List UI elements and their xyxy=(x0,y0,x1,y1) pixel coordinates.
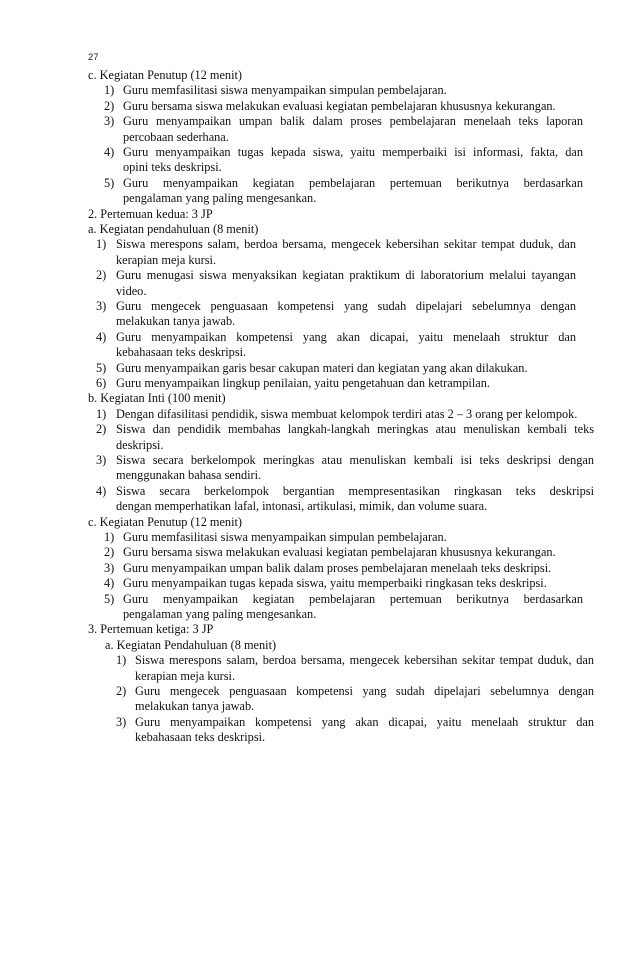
list-item-text: Guru menyampaikan kompetensi yang akan dicapai, yaitu menelaah struktur dan xyxy=(116,329,576,344)
list-item-text: Siswa merespons salam, berdoa bersama, mengecek kebersihan sekitar tempat duduk, dan xyxy=(135,653,594,668)
list-item-text: pengalaman yang paling mengesankan. xyxy=(123,607,317,621)
list-item-number: 4) xyxy=(96,329,107,344)
list-item-number: 5) xyxy=(104,175,115,190)
list-item-text: Guru menyampaikan umpan balik dalam proses pembelajaran menelaah teks deskripsi. xyxy=(123,560,552,575)
list-item-number: 3) xyxy=(116,714,127,729)
section-heading: a. Kegiatan pendahuluan (8 menit) xyxy=(88,222,259,236)
list-item-text: opini teks deskripsi. xyxy=(123,160,222,175)
list-item-number: 3) xyxy=(96,453,107,467)
list-item-text: Guru menyampaikan kompetensi yang akan dicapai, yaitu menelaah struktur dan xyxy=(135,714,594,729)
section-heading: a. Kegiatan Pendahuluan (8 menit) xyxy=(105,637,277,652)
list-item-number: 3) xyxy=(96,299,107,313)
meeting-heading: 3. Pertemuan ketiga: 3 JP xyxy=(88,622,214,637)
list-item-number: 2) xyxy=(104,545,115,560)
list-item-text: Guru memfasilitasi siswa menyampaikan simpulan pembelajaran. xyxy=(123,530,447,544)
list-item-number: 4) xyxy=(96,483,107,498)
list-item-text: kebahasaan teks deskripsi. xyxy=(116,345,247,360)
list-item-text: Guru menyampaikan kegiatan pembelajaran pertemuan berikutnya berdasarkan xyxy=(123,591,583,606)
section-heading: c. Kegiatan Penutup (12 menit) xyxy=(88,68,243,82)
list-item-text: Dengan difasilitasi pendidik, siswa membuat kelompok terdiri atas 2 – 3 orang per kelompok. xyxy=(116,406,578,421)
section-heading: c. Kegiatan Penutup (12 menit) xyxy=(88,514,243,529)
list-item-number: 2) xyxy=(96,268,107,283)
list-item-text: percobaan sederhana. xyxy=(123,129,229,144)
list-item-text: dengan memperhatikan lafal, intonasi, artikulasi, mimik, dan volume suara. xyxy=(116,499,488,514)
list-item-text: kerapian meja kursi. xyxy=(116,252,217,267)
list-item-number: 2) xyxy=(116,684,127,698)
list-item-text: pengalaman yang paling mengesankan. xyxy=(123,191,317,206)
list-item-number: 1) xyxy=(96,406,107,421)
list-item-text: Guru menyampaikan garis besar cakupan materi dan kegiatan yang akan dilakukan. xyxy=(116,360,528,375)
list-item-text: Guru menyampaikan tugas kepada siswa, yaitu memperbaiki isi informasi, fakta, dan xyxy=(123,145,583,159)
list-item-text: Guru bersama siswa melakukan evaluasi kegiatan pembelajaran khususnya kekurangan. xyxy=(123,98,556,113)
list-item-text: Guru bersama siswa melakukan evaluasi kegiatan pembelajaran khususnya kekurangan. xyxy=(123,545,556,560)
list-item-text: Siswa secara berkelompok bergantian mempresentasikan ringkasan teks deskripsi xyxy=(116,483,594,498)
list-item-number: 2) xyxy=(104,98,115,113)
list-item-text: Guru memfasilitasi siswa menyampaikan simpulan pembelajaran. xyxy=(123,83,447,98)
list-item-text: deskripsi. xyxy=(116,437,164,452)
list-item-number: 1) xyxy=(116,653,127,668)
list-item-number: 4) xyxy=(104,145,115,159)
list-item-text: melakukan tanya jawab. xyxy=(116,314,236,329)
list-item-text: menggunakan bahasa sendiri. xyxy=(116,468,262,483)
list-item-number: 5) xyxy=(96,360,107,375)
list-item-number: 1) xyxy=(104,83,115,98)
list-item-text: melakukan tanya jawab. xyxy=(135,699,255,714)
list-item-number: 1) xyxy=(96,237,107,252)
page-number: 27 xyxy=(88,52,99,63)
list-item-text: Guru mengecek penguasaan kompetensi yang sudah dipelajari sebelumnya dengan xyxy=(116,299,576,313)
list-item-number: 3) xyxy=(104,560,115,575)
list-item-number: 2) xyxy=(96,422,107,437)
list-item-text: kebahasaan teks deskripsi. xyxy=(135,730,266,745)
list-item-number: 6) xyxy=(96,376,107,390)
list-item-text: Guru menyampaikan lingkup penilaian, yaitu pengetahuan dan ketrampilan. xyxy=(116,376,490,390)
section-heading: b. Kegiatan Inti (100 menit) xyxy=(88,391,226,406)
list-item-text: Guru menyampaikan tugas kepada siswa, yaitu memperbaiki ringkasan teks deskripsi. xyxy=(123,576,547,591)
list-item-number: 4) xyxy=(104,576,115,591)
list-item-text: kerapian meja kursi. xyxy=(135,668,236,683)
list-item-number: 5) xyxy=(104,591,115,606)
meeting-heading: 2. Pertemuan kedua: 3 JP xyxy=(88,206,213,221)
list-item-text: Siswa merespons salam, berdoa bersama, mengecek kebersihan sekitar tempat duduk, dan xyxy=(116,237,576,252)
list-item-text: Guru mengecek penguasaan kompetensi yang sudah dipelajari sebelumnya dengan xyxy=(135,684,594,698)
list-item-text: Guru menyampaikan umpan balik dalam proses pembelajaran menelaah teks laporan xyxy=(123,114,583,129)
list-item-text: Guru menyampaikan kegiatan pembelajaran pertemuan berikutnya berdasarkan xyxy=(123,175,583,190)
list-item-text: Siswa secara berkelompok meringkas atau menuliskan kembali isi teks deskripsi dengan xyxy=(116,453,594,467)
list-item-text: Siswa dan pendidik membahas langkah-langkah meringkas atau menuliskan kembali teks xyxy=(116,422,594,437)
list-item-text: video. xyxy=(116,283,147,298)
list-item-number: 3) xyxy=(104,114,115,129)
list-item-number: 1) xyxy=(104,530,115,544)
list-item-text: Guru menugasi siswa menyaksikan kegiatan praktikum di laboratorium melalui tayangan xyxy=(116,268,576,283)
